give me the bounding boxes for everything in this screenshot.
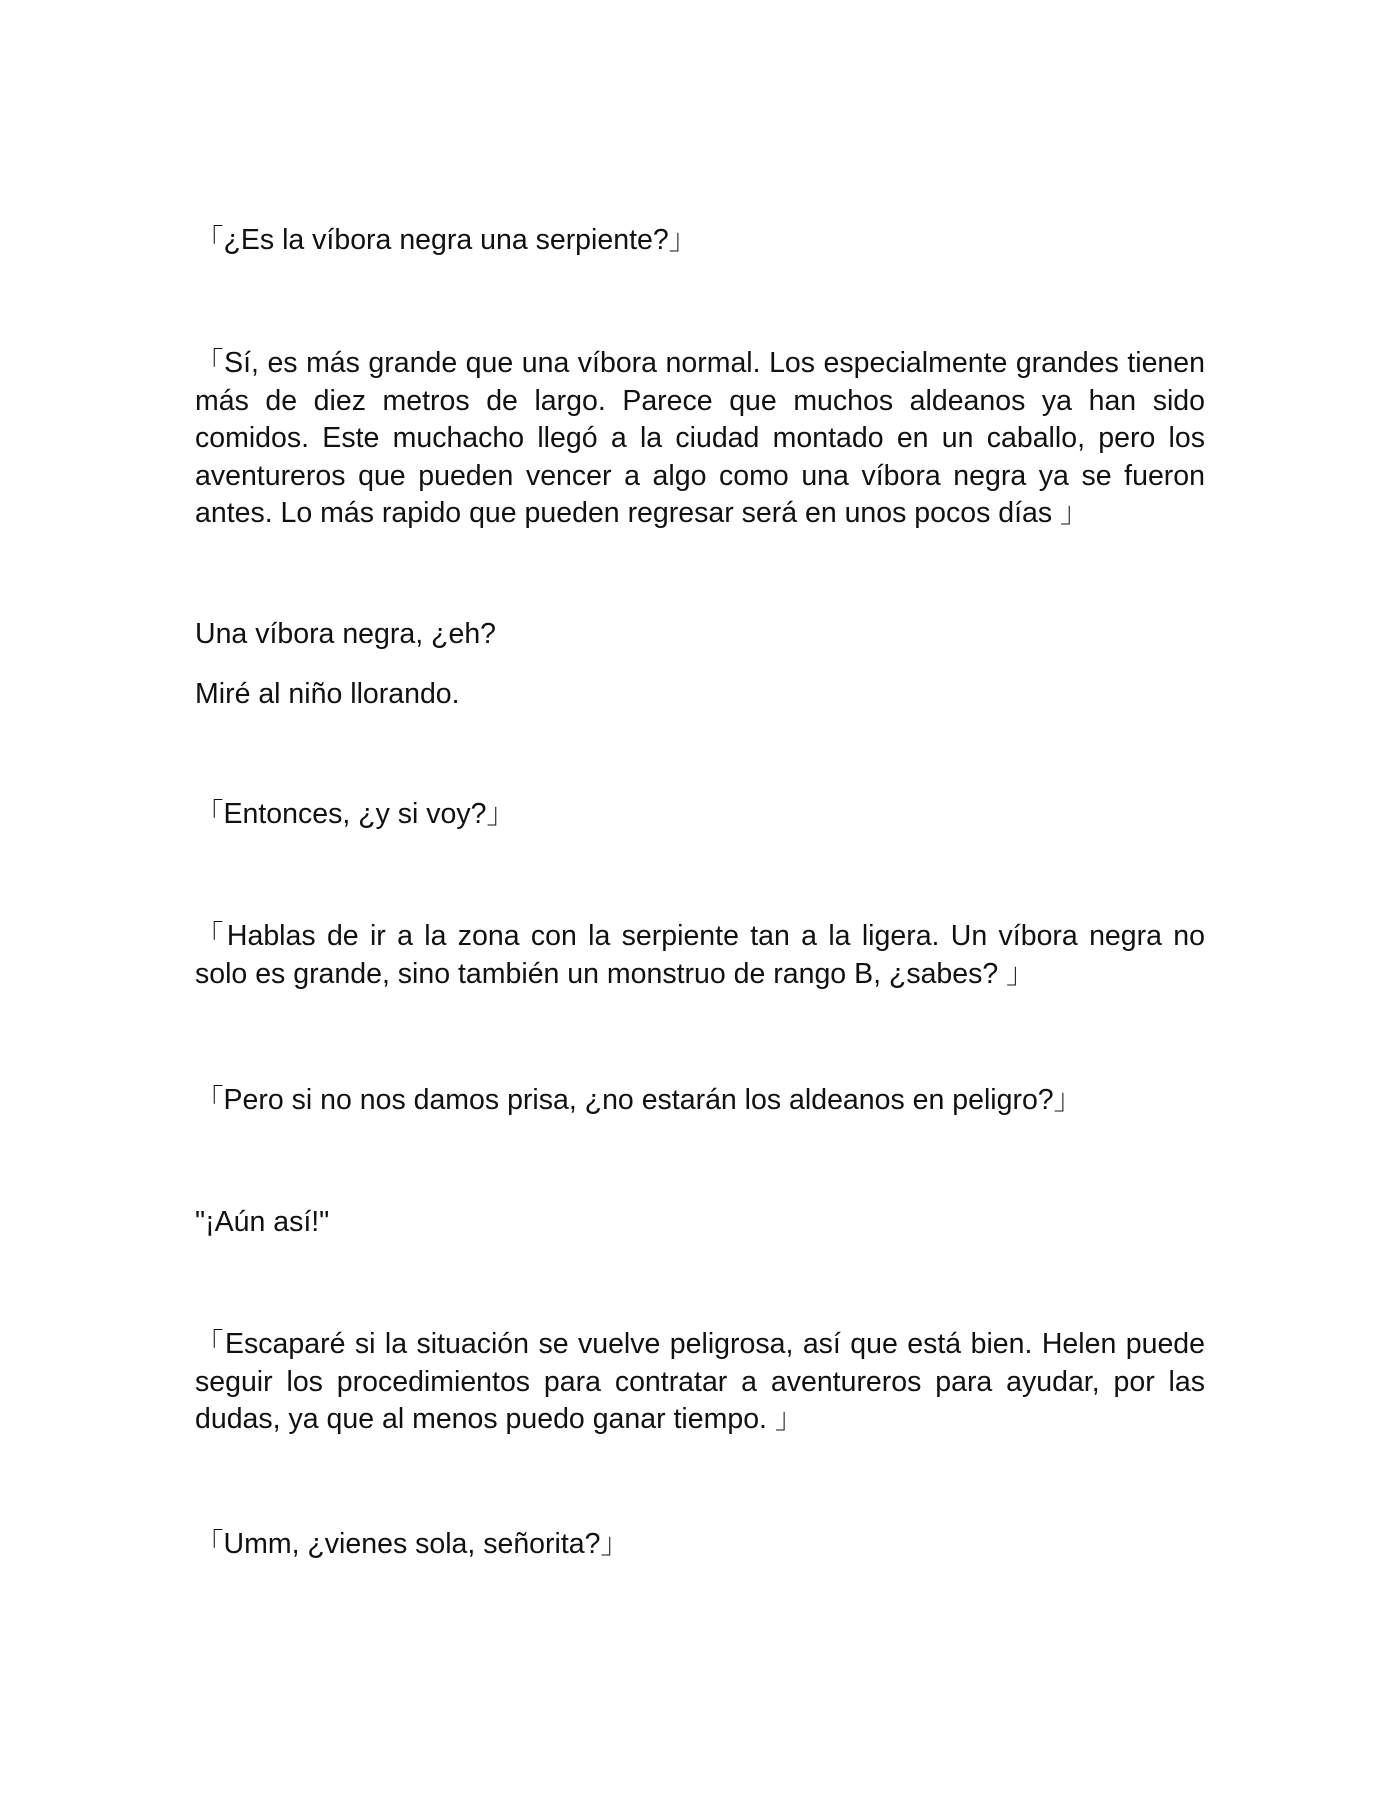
dialogue-paragraph: 「Sí, es más grande que una víbora normal. Los especialmente grandes tienen más de diez metros de largo. Parece que muchos aldeanos ya han sido comidos. Este muchacho llegó a la ciudad montado en un caballo, pero los aventureros que pueden vencer a algo como una víbora negra ya se fueron antes. Lo más rapido que pueden regresar será en unos pocos días 」 — [195, 347, 1205, 529]
dialogue-paragraph: 「¿Es la víbora negra una serpiente?」 — [195, 224, 698, 256]
narration-paragraph: Una víbora negra, ¿eh? — [195, 618, 497, 650]
dialogue-paragraph: 「Entonces, ¿y si voy?」 — [195, 798, 515, 830]
dialogue-paragraph: "¡Aún así!" — [195, 1206, 330, 1238]
dialogue-paragraph: 「Hablas de ir a la zona con la serpiente tan a la ligera. Un víbora negra no solo es grande, sino también un monstruo de rango B, ¿sabes? 」 — [195, 920, 1205, 990]
narration-paragraph: Miré al niño llorando. — [195, 678, 460, 710]
dialogue-paragraph: 「Escaparé si la situación se vuelve peligrosa, así que está bien. Helen puede seguir los procedimientos para contratar a aventureros para ayudar, por las dudas, ya que al menos puedo ganar tiempo. 」 — [195, 1328, 1205, 1435]
dialogue-paragraph: 「Umm, ¿vienes sola, señorita?」 — [195, 1528, 629, 1560]
dialogue-paragraph: 「Pero si no nos damos prisa, ¿no estarán los aldeanos en peligro?」 — [195, 1084, 1083, 1116]
